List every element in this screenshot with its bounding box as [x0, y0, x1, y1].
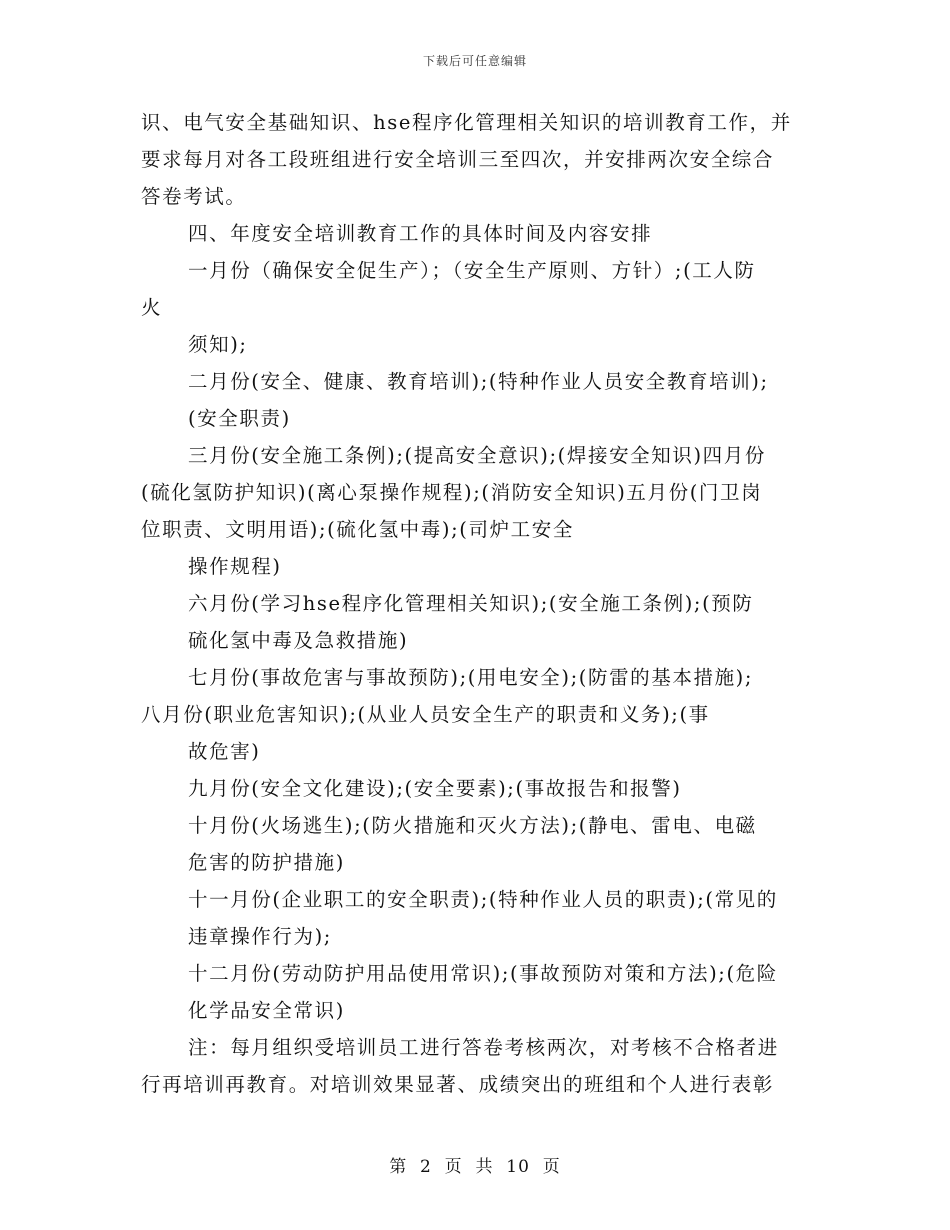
text-line: 三月份(安全施工条例);(提高安全意识);(焊接安全知识)四月份: [188, 444, 766, 467]
text-line: 二月份(安全、健康、教育培训);(特种作业人员安全教育培训);: [188, 370, 769, 393]
text-line: 识、电气安全基础知识、hse程序化管理相关知识的培训教育工作，并: [141, 111, 792, 134]
page-header: 下载后可任意编辑: [422, 54, 527, 68]
text-line: 六月份(学习hse程序化管理相关知识);(安全施工条例);(预防: [188, 592, 754, 615]
text-line: 须知);: [188, 333, 248, 356]
note-line: 行再培训再教育。对培训效果显著、成绩突出的班组和个人进行表彰: [141, 1073, 775, 1096]
text-line: 九月份(安全文化建设);(安全要素);(事故报告和报警): [188, 777, 682, 800]
text-line: 危害的防护措施): [188, 851, 345, 874]
note-line: 注：每月组织受培训员工进行答卷考核两次，对考核不合格者进: [188, 1036, 779, 1059]
text-line: 十一月份(企业职工的安全职责);(特种作业人员的职责);(常见的: [188, 888, 778, 911]
text-line: 故危害): [188, 740, 261, 763]
text-line: (硫化氢防护知识)(离心泵操作规程);(消防安全知识)五月份(门卫岗: [141, 481, 763, 504]
text-line: (安全职责): [188, 407, 291, 430]
section-heading: 四、年度安全培训教育工作的具体时间及内容安排: [188, 222, 653, 245]
text-line: 硫化氢中毒及急救措施): [188, 629, 409, 652]
text-line: 化学品安全常识): [188, 999, 345, 1022]
text-line: 八月份(职业危害知识);(从业人员安全生产的职责和义务);(事: [141, 703, 710, 726]
page-number: 第 2 页 共 10 页: [389, 1157, 561, 1177]
text-line: 十二月份(劳动防护用品使用常识);(事故预防对策和方法);(危险: [188, 962, 778, 985]
text-line: 答卷考试。: [141, 185, 247, 208]
text-line: 操作规程): [188, 555, 282, 578]
text-line: 七月份(事故危害与事故预防);(用电安全);(防雷的基本措施);: [188, 666, 754, 689]
text-line: 一月份（确保安全促生产）；（安全生产原则、方针）;(工人防: [188, 259, 756, 282]
text-line: 违章操作行为);: [188, 925, 332, 948]
text-line: 火: [141, 296, 163, 319]
text-line: 位职责、文明用语);(硫化氢中毒);(司炉工安全: [141, 518, 574, 541]
text-line: 要求每月对各工段班组进行安全培训三至四次，并安排两次安全综合: [141, 148, 775, 171]
text-line: 十月份(火场逃生);(防火措施和灭火方法);(静电、雷电、电磁: [188, 814, 757, 837]
